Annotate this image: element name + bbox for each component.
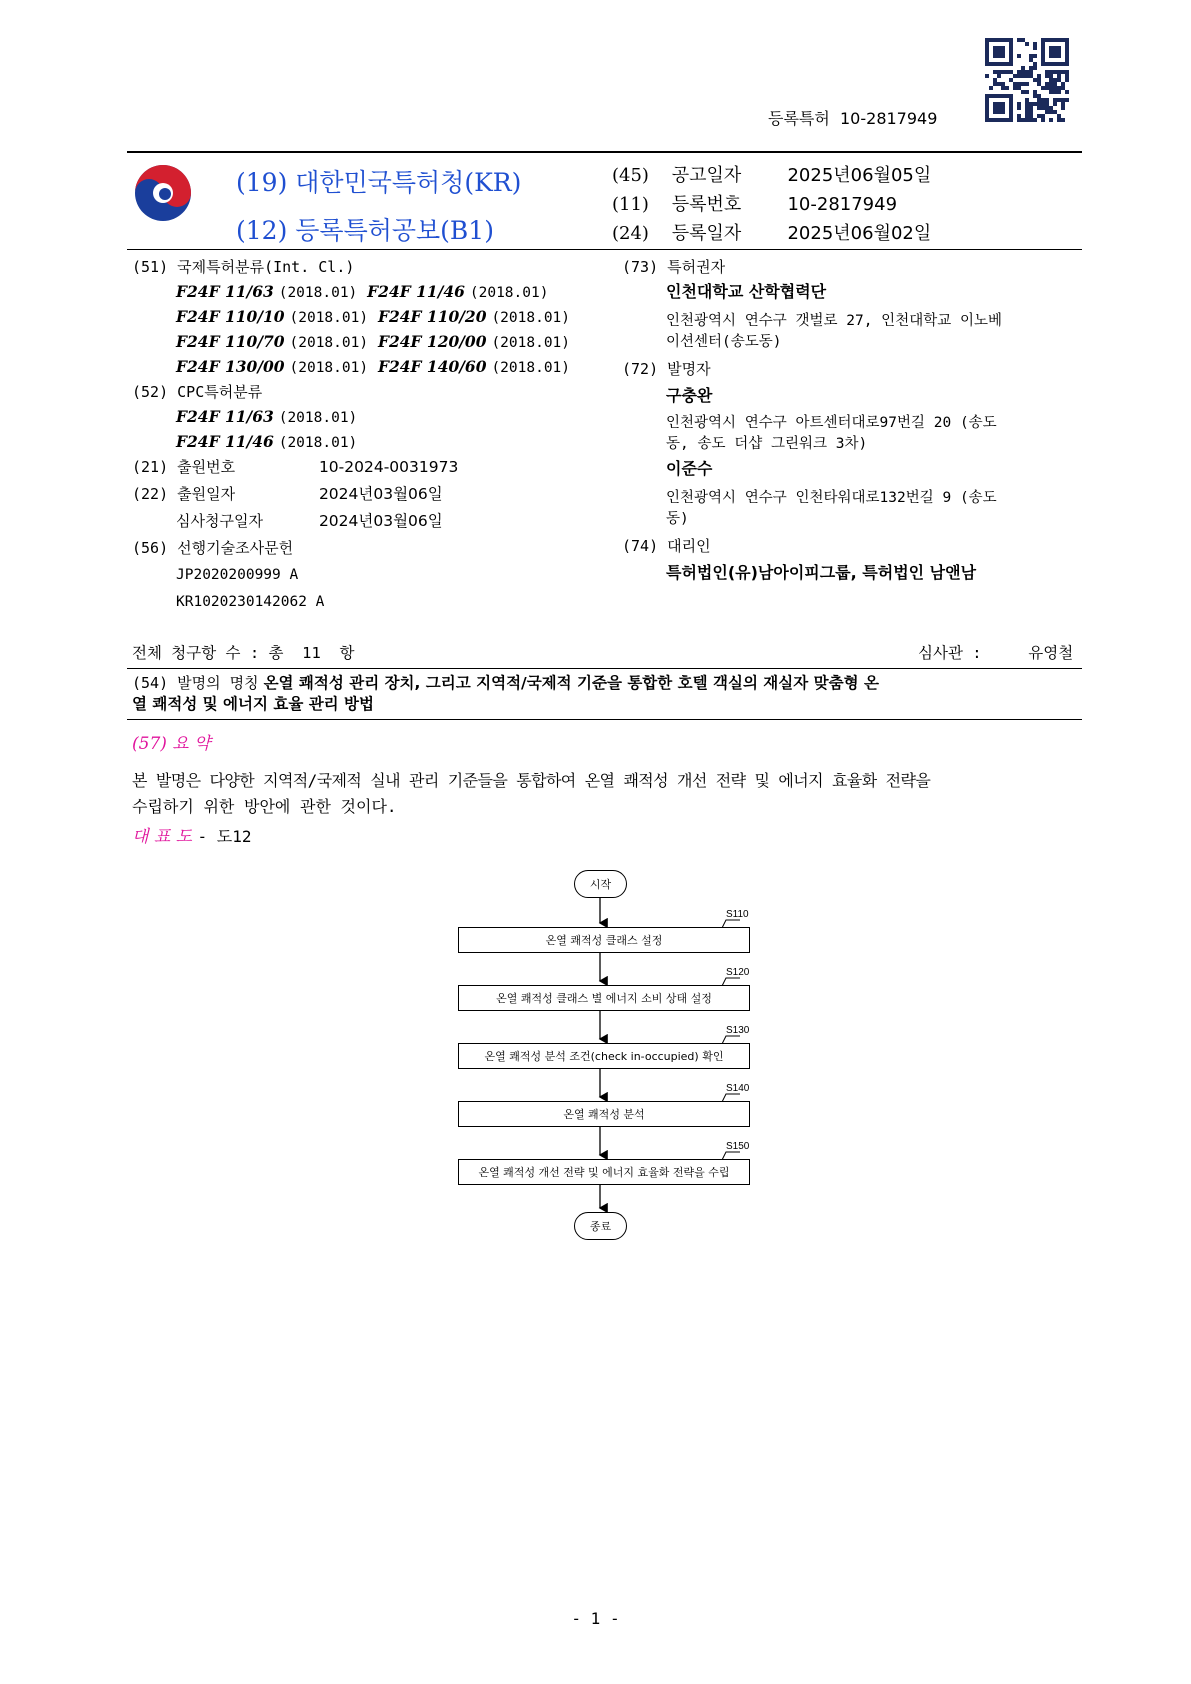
ipc-row: F24F 11/63 (2018.01) F24F 11/46 (2018.01) — [176, 282, 549, 301]
header-rule — [127, 249, 1082, 250]
title-label: (54) 발명의 명칭 — [132, 674, 259, 692]
reg-header — [768, 109, 937, 129]
step-id: S130 — [726, 1025, 750, 1036]
flow-step-box: 온열 쾌적성 분석 — [458, 1101, 750, 1127]
reg-label: 등록특허 — [768, 109, 830, 128]
step-id: S140 — [726, 1083, 750, 1094]
abstract-body — [132, 768, 1084, 820]
cpc-row: F24F 11/63 (2018.01) — [176, 407, 358, 426]
date-row: (45) 공고일자 2025년06월05일 — [612, 165, 932, 186]
ipc-label: (51) 국제특허분류(Int. Cl.) — [132, 258, 355, 276]
inventor-address: 인천광역시 연수구 인천타워대로132번길 9 (송도 — [666, 490, 997, 506]
header-dates — [612, 161, 931, 248]
agent-label: (74) 대리인 — [622, 537, 711, 555]
agent-name: 특허법인(유)남아이피그룹, 특허법인 남앤남 — [666, 563, 977, 582]
owner-label: (73) 특허권자 — [622, 258, 726, 276]
cpc-row: F24F 11/46 (2018.01) — [176, 432, 358, 451]
abstract-heading: (57) 요 약 — [132, 734, 211, 754]
step-id: S120 — [726, 967, 750, 978]
qr-code — [985, 38, 1069, 122]
prior-art-doc: JP2020200999 A — [176, 567, 299, 583]
owner-name: 인천대학교 산학협력단 — [666, 282, 827, 301]
flow-step-box: 온열 쾌적성 개선 전략 및 에너지 효율화 전략을 수립 — [458, 1159, 750, 1185]
title-rule-bottom — [127, 719, 1082, 720]
inventor-address: 동, 송도 더샵 그린워크 3차) — [666, 436, 868, 452]
examiner — [918, 643, 1073, 663]
biblio-right — [622, 257, 1084, 590]
pub-type: (12) 등록특허공보(B1) — [236, 216, 494, 245]
rep-value: - 도12 — [197, 827, 252, 846]
ipc-row: F24F 110/10 (2018.01) F24F 110/20 (2018.01) — [176, 307, 571, 326]
claims-count: 전체 청구항 수 : 총 11 항 — [132, 644, 355, 662]
examiner-label: 심사관 : — [918, 644, 982, 662]
flow-end: 종료 — [574, 1212, 627, 1240]
ipc-row: F24F 130/00 (2018.01) F24F 140/60 (2018.01) — [176, 357, 571, 376]
flow-step-box: 온열 쾌적성 클래스 설정 — [458, 927, 750, 953]
inventor-label: (72) 발명자 — [622, 360, 711, 378]
title-line1: 온열 쾌적성 관리 장치, 그리고 지역적/국제적 기준을 통합한 호텔 객실의 재실자 맞춤형 온 — [263, 674, 879, 692]
inventor-name: 구충완 — [666, 386, 713, 405]
kipo-logo — [133, 163, 193, 223]
step-id: S150 — [726, 1141, 750, 1152]
ipc-row: F24F 110/70 (2018.01) F24F 120/00 (2018.01) — [176, 332, 571, 351]
reg-number: 10-2817949 — [840, 109, 938, 128]
title-rule-top — [127, 668, 1082, 669]
page-number: - 1 - — [571, 1609, 620, 1628]
inventor-address: 동) — [666, 511, 689, 527]
owner-address: 인천광역시 연수구 갯벌로 27, 인천대학교 이노베 — [666, 313, 1002, 329]
title-line2: 열 쾌적성 및 에너지 효율 관리 방법 — [132, 695, 375, 713]
inventor-name: 이준수 — [666, 459, 713, 478]
rep-label: 대 표 도 — [132, 827, 193, 847]
flowchart — [450, 868, 780, 1248]
representative-figure — [132, 822, 251, 847]
date-row: (11) 등록번호 10-2817949 — [612, 194, 898, 215]
flow-start: 시작 — [574, 870, 627, 898]
invention-title — [132, 673, 1082, 715]
exam-date-row: 심사청구일자 2024년03월06일 — [176, 512, 443, 530]
step-id: S110 — [726, 909, 749, 920]
date-row: (24) 등록일자 2025년06월02일 — [612, 223, 932, 244]
office-title: (19) 대한민국특허청(KR) — [236, 168, 522, 197]
cpc-label: (52) CPC특허분류 — [132, 383, 263, 401]
owner-address: 이션센터(송도동) — [666, 334, 782, 350]
app-number-row: (21) 출원번호 10-2024-0031973 — [132, 458, 459, 476]
examiner-name: 유영철 — [1028, 644, 1074, 662]
app-date-row: (22) 출원일자 2024년03월06일 — [132, 485, 443, 503]
flow-step-box: 온열 쾌적성 클래스 별 에너지 소비 상태 설정 — [458, 985, 750, 1011]
abstract-line: 본 발명은 다양한 지역적/국제적 실내 관리 기준들을 통합하여 온열 쾌적성 개선 전략 및 에너지 효율화 전략을 — [132, 771, 931, 790]
prior-art-label: (56) 선행기술조사문헌 — [132, 539, 294, 557]
prior-art-doc: KR1020230142062 A — [176, 594, 325, 610]
abstract-line: 수립하기 위한 방안에 관한 것이다. — [132, 797, 397, 816]
top-rule — [127, 151, 1082, 153]
flow-step-box: 온열 쾌적성 분석 조건(check in-occupied) 확인 — [458, 1043, 750, 1069]
biblio-left — [132, 257, 602, 619]
inventor-address: 인천광역시 연수구 아트센터대로97번길 20 (송도 — [666, 415, 997, 431]
